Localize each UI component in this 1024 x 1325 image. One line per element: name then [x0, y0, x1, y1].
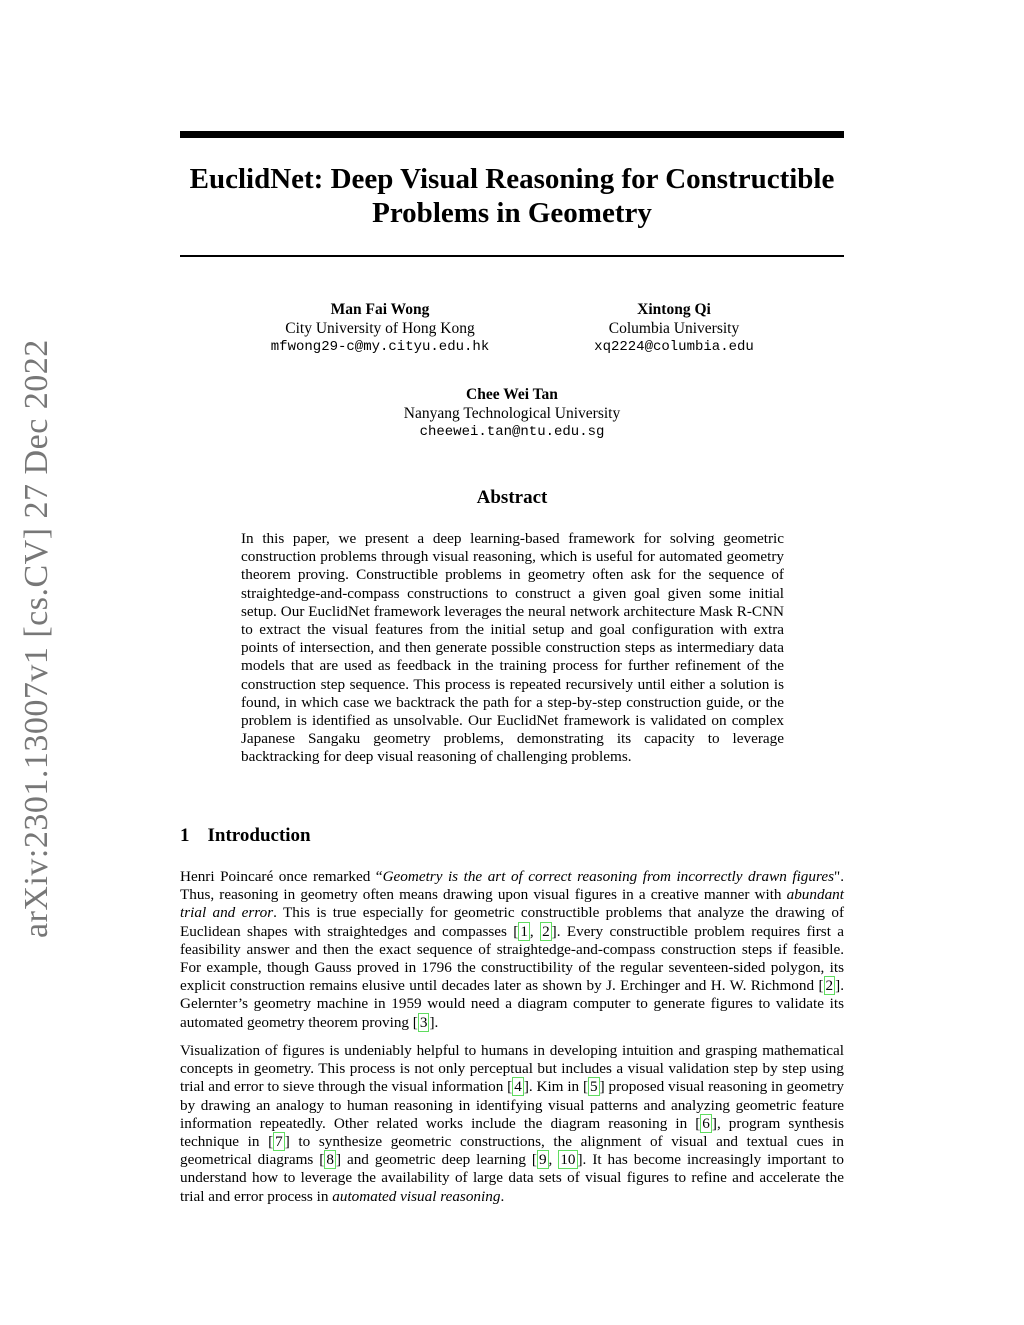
- citation-link[interactable]: 4: [514, 1078, 522, 1096]
- title-line-1: EuclidNet: Deep Visual Reasoning for Constructible: [189, 163, 835, 195]
- text-run: ,: [548, 1151, 559, 1169]
- author-name: Chee Wei Tan: [466, 386, 558, 403]
- title-top-rule: [180, 131, 844, 138]
- citation-link[interactable]: 10: [560, 1151, 576, 1169]
- citation-link[interactable]: 9: [538, 1151, 547, 1169]
- text-run: ]. Kim in [: [523, 1078, 589, 1096]
- abstract-text: In this paper, we present a deep learning-based framework for solving geometric construction problems through visual reasoning, which is useful for automated geometry theorem proving. Constructible problems in geometry often ask for the sequence of straightedge-and-compass constructions to construct a given goal given some initial setup. Our EuclidNet framework leverages the neural network architecture Mask R-CNN to extract the visual features from the initial setup and goal configuration with extra points of intersection, and then generate possible construction steps as intermediary data models that are used as feedback in the training process for further refinement of the construction step sequence. This process is repeated recursively until either a solution is found, in which case we backtrack the path for a step-by-step construction guide, or the problem is identified as unsolvable. Our EuclidNet framework is validated on complex Japanese Sangaku geometry problems, demonstrating its capacity to leverage backtracking for deep visual reasoning of challenging problems.: [241, 530, 784, 766]
- text-run: ] to synthesize geometric constructions, the alignment of visual and textual cues in geometrical diagrams [: [180, 1133, 844, 1169]
- citation-link[interactable]: 2: [542, 922, 550, 940]
- citation-link[interactable]: 3: [419, 1013, 428, 1031]
- emphasis-phrase: automated visual reasoning: [332, 1187, 501, 1205]
- abstract-heading: Abstract: [476, 487, 548, 508]
- author-affiliation: Nanyang Technological University: [403, 405, 621, 422]
- citation-link[interactable]: 8: [326, 1151, 334, 1169]
- author-affiliation: Columbia University: [608, 320, 740, 337]
- section-title: Introduction: [207, 825, 311, 846]
- text-run: ] proposed visual reasoning in geometry by drawing an analogy to human reasoning in identifying visual patterns and analyzing geometric feature information repeatedly. Other related works include the diagram reasoning in [: [180, 1078, 844, 1132]
- text-run: ].: [429, 1013, 439, 1031]
- citation-link[interactable]: 2: [825, 977, 834, 995]
- section-number: 1: [180, 825, 190, 846]
- emphasis-phrase: abundant trial and error: [180, 886, 844, 922]
- title-line-2: Problems in Geometry: [372, 197, 652, 229]
- text-run: ,: [529, 922, 541, 940]
- poincare-quote: Geometry is the art of correct reasoning from incorrectly drawn figures: [382, 868, 834, 885]
- text-run: . This is true especially for geometric constructible problems that analyze the drawing of Euclidean shapes with straightedges and compasses [: [180, 904, 844, 940]
- text-run: .: [500, 1187, 505, 1205]
- intro-paragraph-1: [180, 868, 844, 1032]
- author-email: xq2224@columbia.edu: [594, 339, 754, 355]
- text-run: Henri Poincaré once remarked “: [180, 868, 383, 885]
- author-block-3: [362, 385, 662, 442]
- text-run: ] and geometric deep learning [: [335, 1151, 537, 1169]
- text-run: Visualization of figures is undeniably helpful to humans in developing intuition and grasping mathematical concepts in geometry. This process is not only perceptual but includes a visual validation step by step using trial and error to sieve through the visual information [: [180, 1042, 844, 1096]
- author-email: cheewei.tan@ntu.edu.sg: [419, 424, 605, 440]
- citation-link[interactable]: 6: [702, 1114, 710, 1132]
- citation-link[interactable]: 5: [590, 1078, 598, 1096]
- text-run: ]. It has become increasingly important to understand how to leverage the availability of large data sets of visual figures to refine and accelerate the trial and error process in: [180, 1151, 844, 1205]
- arxiv-identifier-stamp: arXiv:2301.13007v1 [cs.CV] 27 Dec 2022: [18, 339, 55, 938]
- text-run: ]. Every constructible problem requires first a feasibility answer and then the exact sequence of straightedge-and-compass construction steps if feasible. For example, though Gauss proved in 1796 the constructibility of the regular seventeen-sided polygon, its explicit construction remains elusive until decades later as shown by J. Erchinger and H. W. Richmond [: [180, 922, 844, 995]
- text-run: ]. Gelernter’s geometry machine in 1959 would need a diagram computer to generate figures to validate its automated geometry theorem proving [: [180, 977, 844, 1031]
- author-name: Xintong Qi: [637, 301, 711, 318]
- section-heading-introduction: [180, 825, 311, 847]
- author-block-1: [230, 300, 530, 357]
- author-block-2: [524, 300, 824, 357]
- intro-paragraph-2: [180, 1042, 844, 1206]
- citation-link[interactable]: 7: [275, 1133, 283, 1151]
- author-email: mfwong29-c@my.cityu.edu.hk: [270, 339, 490, 355]
- author-name: Man Fai Wong: [330, 301, 430, 318]
- author-affiliation: City University of Hong Kong: [285, 320, 475, 337]
- citation-link[interactable]: 1: [520, 922, 528, 940]
- text-run: ], program synthesis technique in [: [180, 1114, 845, 1151]
- text-run: ". Thus, reasoning in geometry often means drawing upon visual figures in a creative manner with: [180, 868, 844, 904]
- paper-title: [180, 162, 844, 230]
- title-bottom-rule: [180, 255, 844, 257]
